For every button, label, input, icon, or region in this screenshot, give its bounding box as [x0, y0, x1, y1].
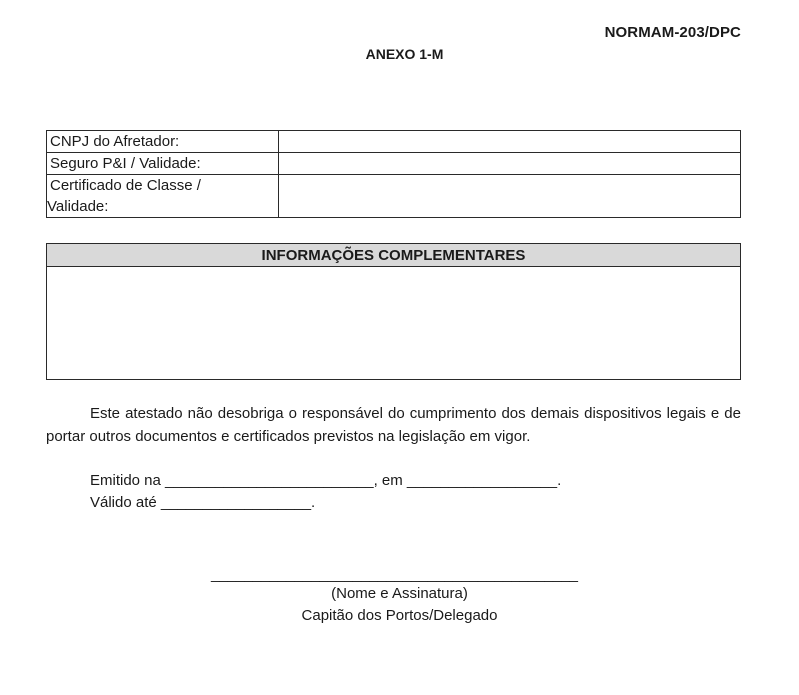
signature-role: Capitão dos Portos/Delegado: [301, 607, 498, 624]
complementary-info-box: [46, 243, 741, 380]
signature-name-label: (Nome e Assinatura): [331, 585, 468, 602]
table-row: [47, 175, 741, 218]
complementary-info-content[interactable]: [47, 267, 740, 379]
insurance-value-field[interactable]: [279, 153, 741, 175]
valid-until-line: Válido até __________________.: [90, 494, 316, 511]
complementary-info-title: INFORMAÇÕES COMPLEMENTARES: [47, 244, 740, 267]
insurance-label: Seguro P&I / Validade:: [47, 153, 279, 175]
class-certificate-label-line2: Validade:: [47, 198, 109, 215]
cnpj-value-field[interactable]: [279, 131, 741, 153]
class-certificate-label-line1: Certificado de Classe /: [50, 177, 201, 194]
class-certificate-value-field[interactable]: [279, 175, 741, 218]
issued-at-line: Emitido na _________________________, em __________________.: [90, 472, 562, 489]
annex-title: ANEXO 1-M: [365, 46, 444, 62]
statement-paragraph: Este atestado não desobriga o responsável do cumprimento dos demais dispositivos legais e de portar outros documentos e certificados previstos na legislação em vigor.: [46, 405, 741, 445]
signature-line: ____________________________________________: [210, 566, 579, 583]
info-table: [46, 130, 741, 218]
cnpj-label: CNPJ do Afretador:: [47, 131, 279, 153]
document-code: NORMAM-203/DPC: [604, 24, 741, 41]
class-certificate-label: [47, 175, 279, 218]
table-row: [47, 153, 741, 175]
table-row: [47, 131, 741, 153]
